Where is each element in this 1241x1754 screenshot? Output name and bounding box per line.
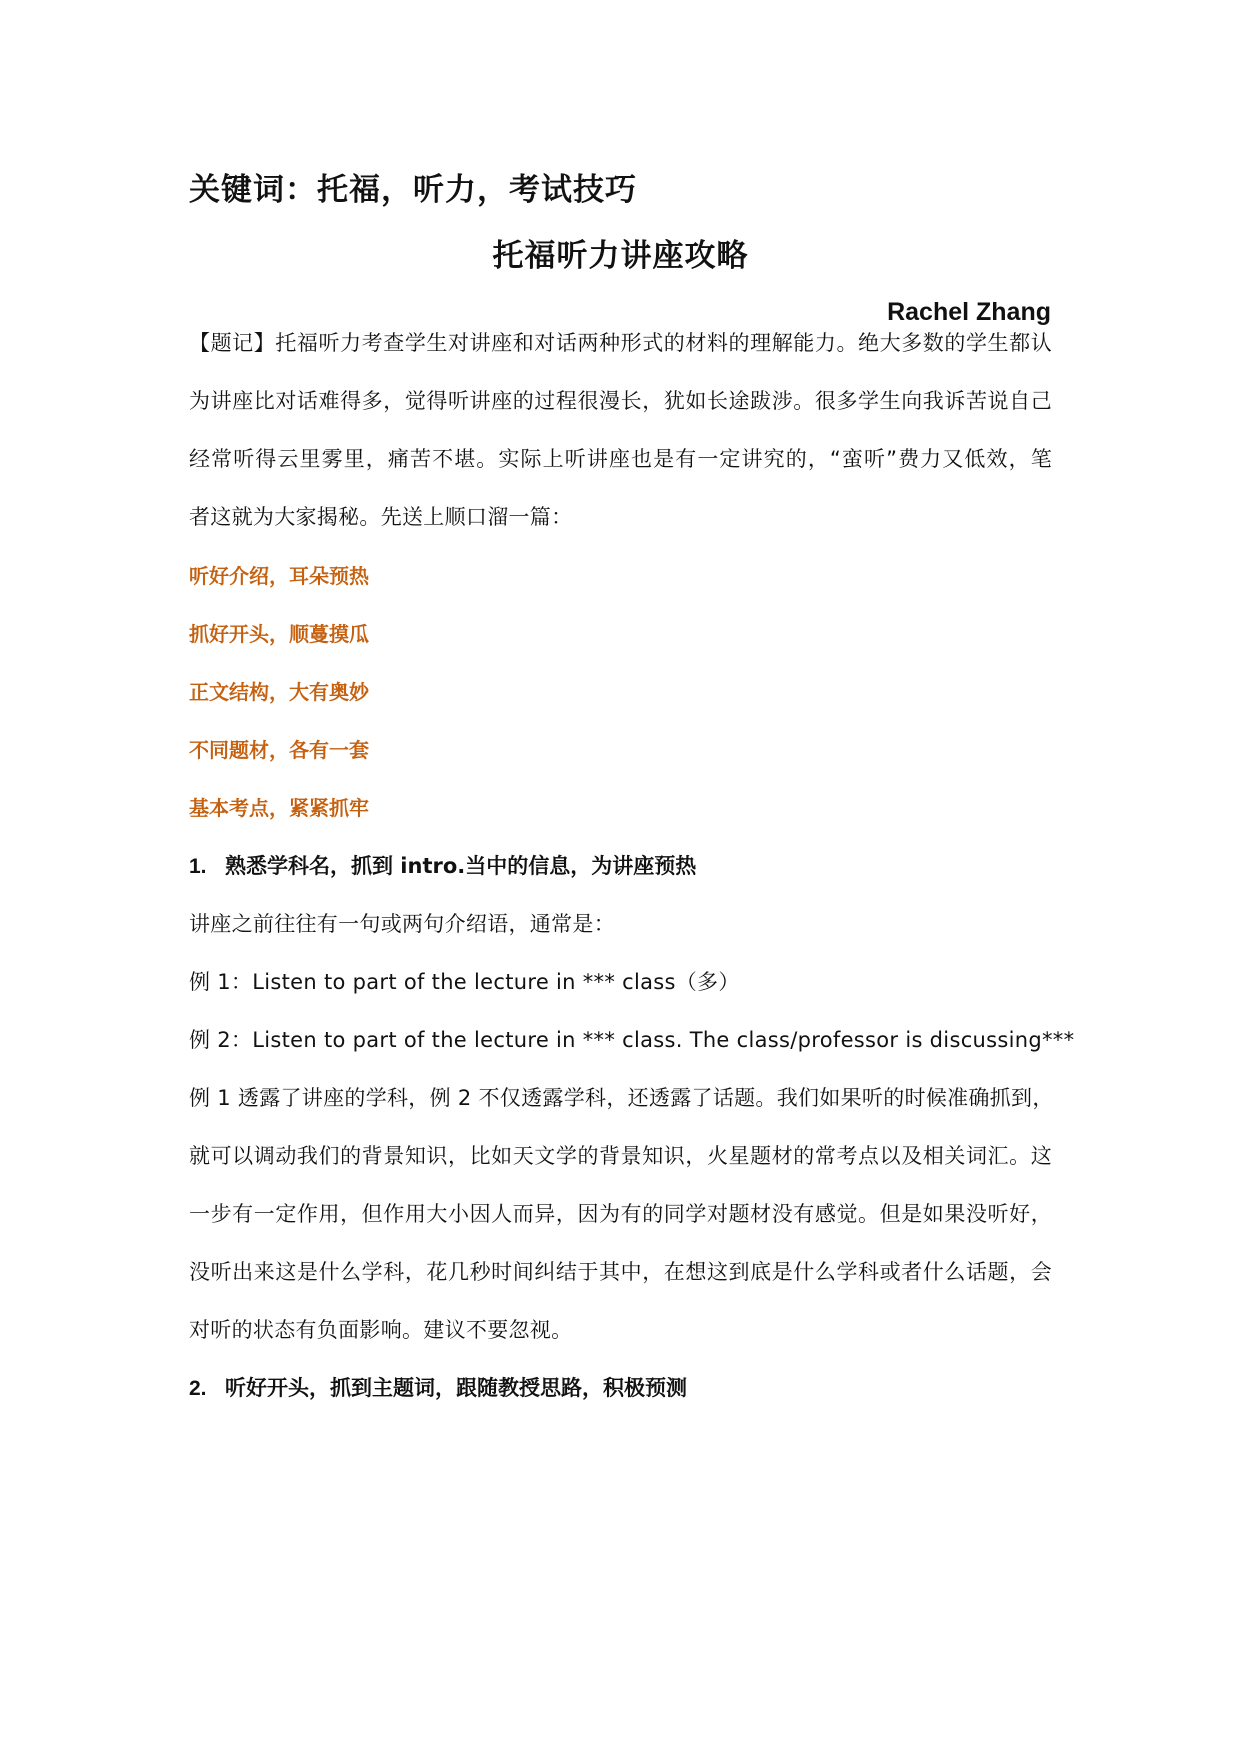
rhyme-line: 基本考点，紧紧抓牢	[189, 796, 369, 820]
document-title: 托福听力讲座攻略	[492, 238, 749, 274]
section-heading	[189, 1372, 687, 1402]
rhyme-line: 抓好开头，顺蔓摸瓜	[189, 622, 369, 646]
section-number: 1.	[189, 855, 207, 878]
example-line: 例 1：Listen to part of the lecture in *** class（多）	[189, 970, 740, 994]
section-number: 2.	[189, 1377, 207, 1400]
keywords-line: 关键词：托福，听力，考试技巧	[189, 172, 637, 208]
paragraph-line: 没听出来这是什么学科，花几秒时间纠结于其中，在想这到底是什么学科或者什么话题，会	[189, 1260, 1052, 1284]
section-heading-text: 熟悉学科名，抓到 intro.当中的信息，为讲座预热	[225, 854, 697, 878]
example-line: 例 2：Listen to part of the lecture in *** class. The class/professor is discussing***	[189, 1028, 1075, 1052]
paragraph-line: 例 1 透露了讲座的学科，例 2 不仅透露学科，还透露了话题。我们如果听的时候准确抓到，	[189, 1086, 1054, 1110]
intro-line: 为讲座比对话难得多，觉得听讲座的过程很漫长，犹如长途跋涉。很多学生向我诉苦说自己	[189, 389, 1052, 413]
body-line: 讲座之前往往有一句或两句介绍语，通常是：	[189, 912, 615, 936]
author-name: Rachel Zhang	[887, 298, 1051, 326]
section-heading	[189, 850, 696, 880]
intro-line: 经常听得云里雾里，痛苦不堪。实际上听讲座也是有一定讲究的，“蛮听”费力又低效，笔	[189, 447, 1052, 471]
rhyme-line: 不同题材，各有一套	[189, 738, 369, 762]
intro-line: 者这就为大家揭秘。先送上顺口溜一篇：	[189, 505, 573, 529]
paragraph-line: 对听的状态有负面影响。建议不要忽视。	[189, 1318, 573, 1342]
rhyme-line: 听好介绍，耳朵预热	[189, 564, 369, 588]
paragraph-line: 一步有一定作用，但作用大小因人而异，因为有的同学对题材没有感觉。但是如果没听好，	[189, 1202, 1052, 1226]
paragraph-line: 就可以调动我们的背景知识，比如天文学的背景知识，火星题材的常考点以及相关词汇。这	[189, 1144, 1052, 1168]
rhyme-line: 正文结构，大有奥妙	[189, 680, 369, 704]
section-heading-text: 听好开头，抓到主题词，跟随教授思路，积极预测	[225, 1376, 687, 1400]
intro-line: 【题记】托福听力考查学生对讲座和对话两种形式的材料的理解能力。绝大多数的学生都认	[189, 331, 1052, 355]
